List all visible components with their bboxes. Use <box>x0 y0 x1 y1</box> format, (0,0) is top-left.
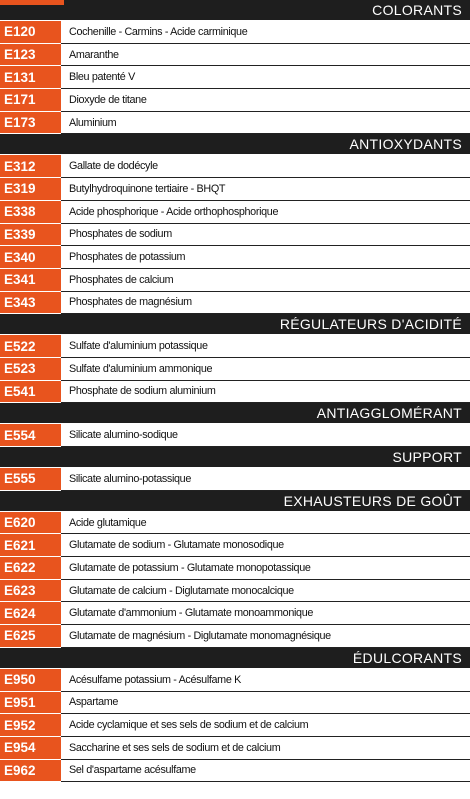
additive-row <box>0 269 470 292</box>
additive-name: Sel d'aspartame acésulfame <box>69 764 196 777</box>
additive-row <box>0 224 470 247</box>
additive-row <box>0 381 470 404</box>
additive-row <box>0 21 470 44</box>
additive-code: E131 <box>0 66 61 89</box>
additive-code: E962 <box>0 760 61 783</box>
additive-code: E541 <box>0 381 61 404</box>
additive-name: Butylhydroquinone tertiaire - BHQT <box>69 182 226 195</box>
additive-code: E171 <box>0 89 61 112</box>
additive-row <box>0 66 470 89</box>
section-header <box>0 447 470 468</box>
additive-name: Amaranthe <box>69 48 119 61</box>
additive-name: Silicate alumino-sodique <box>69 429 178 442</box>
additive-row <box>0 737 470 760</box>
additive-row <box>0 534 470 557</box>
additive-code: E622 <box>0 557 61 580</box>
additive-code: E523 <box>0 358 61 381</box>
additive-name: Acide glutamique <box>69 516 147 529</box>
additive-name: Glutamate de magnésium - Diglutamate monomagnésique <box>69 629 331 642</box>
accent-bar <box>0 0 64 5</box>
additive-name: Phosphates de magnésium <box>69 296 192 309</box>
additive-row <box>0 625 470 648</box>
additive-name: Glutamate de calcium - Diglutamate monocalcique <box>69 584 294 597</box>
additive-code: E319 <box>0 178 61 201</box>
additive-row <box>0 155 470 178</box>
additive-code: E338 <box>0 201 61 224</box>
additive-code: E123 <box>0 44 61 67</box>
additive-name: Acide phosphorique - Acide orthophosphorique <box>69 205 279 218</box>
additive-name: Acésulfame potassium - Acésulfame K <box>69 673 241 686</box>
section-header <box>0 403 470 424</box>
additive-code: E554 <box>0 424 61 447</box>
additive-row <box>0 424 470 447</box>
section-header <box>0 0 470 21</box>
additive-row <box>0 714 470 737</box>
additive-name: Bleu patenté V <box>69 71 135 84</box>
additive-row <box>0 246 470 269</box>
additive-name: Glutamate d'ammonium - Glutamate monoammonique <box>69 607 314 620</box>
additive-row <box>0 201 470 224</box>
section-title: ANTIOXYDANTS <box>349 136 462 153</box>
additive-row <box>0 760 470 783</box>
additive-code: E173 <box>0 112 61 135</box>
additive-name: Gallate de dodécyle <box>69 160 158 173</box>
section-header <box>0 648 470 669</box>
additive-name: Sulfate d'aluminium ammonique <box>69 362 213 375</box>
additive-name: Phosphate de sodium aluminium <box>69 385 216 398</box>
additive-code: E950 <box>0 669 61 692</box>
additive-row <box>0 557 470 580</box>
additive-row <box>0 335 470 358</box>
section-header <box>0 491 470 512</box>
section-header <box>0 314 470 335</box>
additive-row <box>0 669 470 692</box>
additive-code: E339 <box>0 224 61 247</box>
additive-code: E120 <box>0 21 61 44</box>
additive-code: E951 <box>0 692 61 715</box>
additive-row <box>0 292 470 315</box>
additive-name: Saccharine et ses sels de sodium et de calcium <box>69 741 281 754</box>
section-title: SUPPORT <box>392 449 462 465</box>
additive-code: E624 <box>0 602 61 625</box>
additive-name: Phosphates de calcium <box>69 273 174 286</box>
additive-code: E952 <box>0 714 61 737</box>
section-title: ANTIAGGLOMÉRANT <box>316 405 462 422</box>
additive-code: E343 <box>0 292 61 315</box>
additive-name: Phosphates de sodium <box>69 228 172 241</box>
section-title: ÉDULCORANTS <box>352 649 462 666</box>
additive-code: E312 <box>0 155 61 178</box>
additive-name: Sulfate d'aluminium potassique <box>69 340 208 353</box>
additive-code: E340 <box>0 246 61 269</box>
section-title: COLORANTS <box>372 2 462 18</box>
additive-row <box>0 44 470 67</box>
additive-name: Glutamate de sodium - Glutamate monosodique <box>69 539 284 552</box>
additive-code: E625 <box>0 625 61 648</box>
section-title: RÉGULATEURS D'ACIDITÉ <box>279 316 462 333</box>
additive-code: E621 <box>0 534 61 557</box>
additive-code: E954 <box>0 737 61 760</box>
additive-code: E555 <box>0 468 61 491</box>
additive-name: Acide cyclamique et ses sels de sodium et de calcium <box>69 719 309 732</box>
additive-code: E623 <box>0 580 61 603</box>
additive-code: E620 <box>0 512 61 535</box>
additive-code: E522 <box>0 335 61 358</box>
additive-row <box>0 692 470 715</box>
additive-row <box>0 178 470 201</box>
additive-code: E341 <box>0 269 61 292</box>
additive-row <box>0 512 470 535</box>
section-title: EXHAUSTEURS DE GOÛT <box>283 492 462 509</box>
additive-name: Aspartame <box>69 696 119 709</box>
additive-row <box>0 468 470 491</box>
additive-name: Silicate alumino-potassique <box>69 472 191 485</box>
additive-row <box>0 602 470 625</box>
additive-name: Glutamate de potassium - Glutamate monopotassique <box>69 561 311 574</box>
additive-name: Aluminium <box>69 116 117 129</box>
additive-row <box>0 112 470 135</box>
additive-row <box>0 580 470 603</box>
additive-name: Dioxyde de titane <box>69 93 147 106</box>
section-header <box>0 134 470 155</box>
additive-row <box>0 89 470 112</box>
additive-name: Cochenille - Carmins - Acide carminique <box>69 25 248 38</box>
additive-name: Phosphates de potassium <box>69 251 186 264</box>
additive-row <box>0 358 470 381</box>
